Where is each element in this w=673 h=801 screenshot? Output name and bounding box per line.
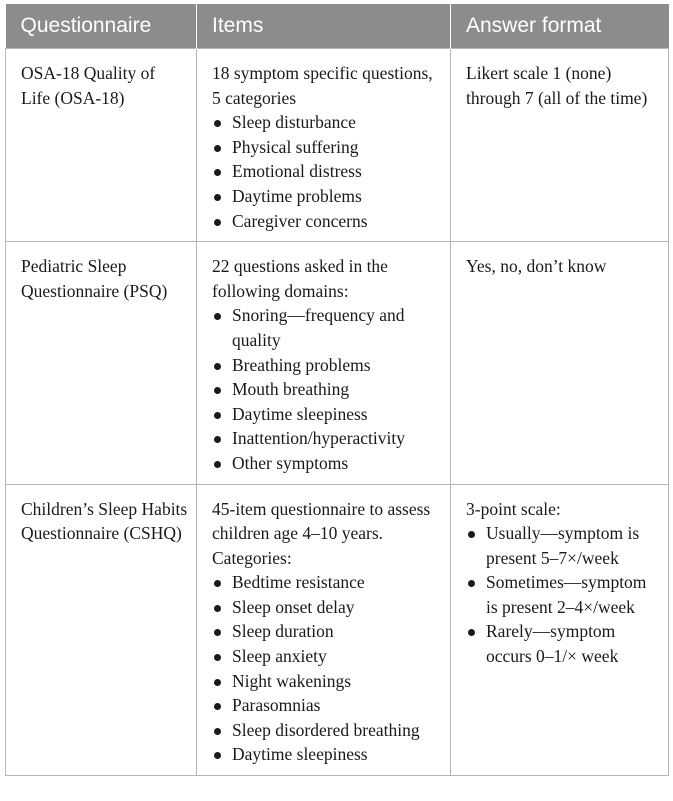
header-answer-format: Answer format: [451, 4, 669, 49]
list-item: Other symptoms: [212, 451, 442, 476]
items-cell: [197, 484, 451, 776]
answer-format-cell: [451, 484, 669, 776]
list-item: Daytime sleepiness: [212, 742, 442, 767]
list-item: Rarely—symptom occurs 0–1/× week: [466, 619, 660, 668]
list-item: Breathing problems: [212, 353, 442, 378]
answer-intro: Likert scale 1 (none) through 7 (all of the time): [466, 63, 648, 108]
items-cell: [197, 242, 451, 484]
items-cell: [197, 49, 451, 242]
items-list: [212, 303, 442, 475]
table-row: [6, 484, 669, 776]
questionnaire-name: Children’s Sleep Habits Questionnaire (CSHQ): [21, 498, 188, 544]
table-row: [6, 49, 669, 242]
answer-format-cell: [451, 242, 669, 484]
list-item: Snoring—frequency and quality: [212, 303, 442, 352]
list-item: Sleep disturbance: [212, 110, 442, 135]
questionnaire-cell: [6, 242, 197, 484]
header-row: [6, 4, 669, 49]
questionnaire-cell: [6, 484, 197, 776]
list-item: Physical suffering: [212, 135, 442, 160]
header-items: Items: [197, 4, 451, 49]
header-questionnaire: Questionnaire: [6, 4, 197, 49]
list-item: Sometimes—symptom is present 2–4×/week: [466, 570, 660, 619]
answer-intro: 3-point scale:: [466, 498, 561, 519]
answer-list: [466, 521, 660, 669]
list-item: Sleep disordered breathing: [212, 718, 442, 743]
items-intro: 22 questions asked in the following domains:: [212, 256, 388, 301]
questionnaire-table: [5, 4, 669, 776]
list-item: Usually—symptom is present 5–7×/week: [466, 521, 660, 570]
list-item: Emotional distress: [212, 159, 442, 184]
questionnaire-cell: [6, 49, 197, 242]
list-item: Daytime problems: [212, 184, 442, 209]
questionnaire-name: OSA-18 Quality of Life (OSA-18): [21, 63, 156, 108]
list-item: Sleep anxiety: [212, 644, 442, 669]
list-item: Mouth breathing: [212, 377, 442, 402]
items-intro: 45-item questionnaire to assess children age 4–10 years. Categories:: [212, 498, 431, 568]
items-list: [212, 110, 442, 233]
table-row: [6, 242, 669, 484]
answer-intro: Yes, no, don’t know: [466, 256, 607, 277]
items-list: [212, 570, 442, 767]
list-item: Parasomnias: [212, 693, 442, 718]
list-item: Inattention/hyperactivity: [212, 426, 442, 451]
list-item: Night wakenings: [212, 669, 442, 694]
list-item: Daytime sleepiness: [212, 402, 442, 427]
questionnaire-name: Pediatric Sleep Questionnaire (PSQ): [21, 256, 168, 301]
items-intro: 18 symptom specific questions, 5 categories: [212, 63, 433, 108]
list-item: Sleep duration: [212, 619, 442, 644]
list-item: Bedtime resistance: [212, 570, 442, 595]
list-item: Caregiver concerns: [212, 209, 442, 234]
list-item: Sleep onset delay: [212, 595, 442, 620]
answer-format-cell: [451, 49, 669, 242]
